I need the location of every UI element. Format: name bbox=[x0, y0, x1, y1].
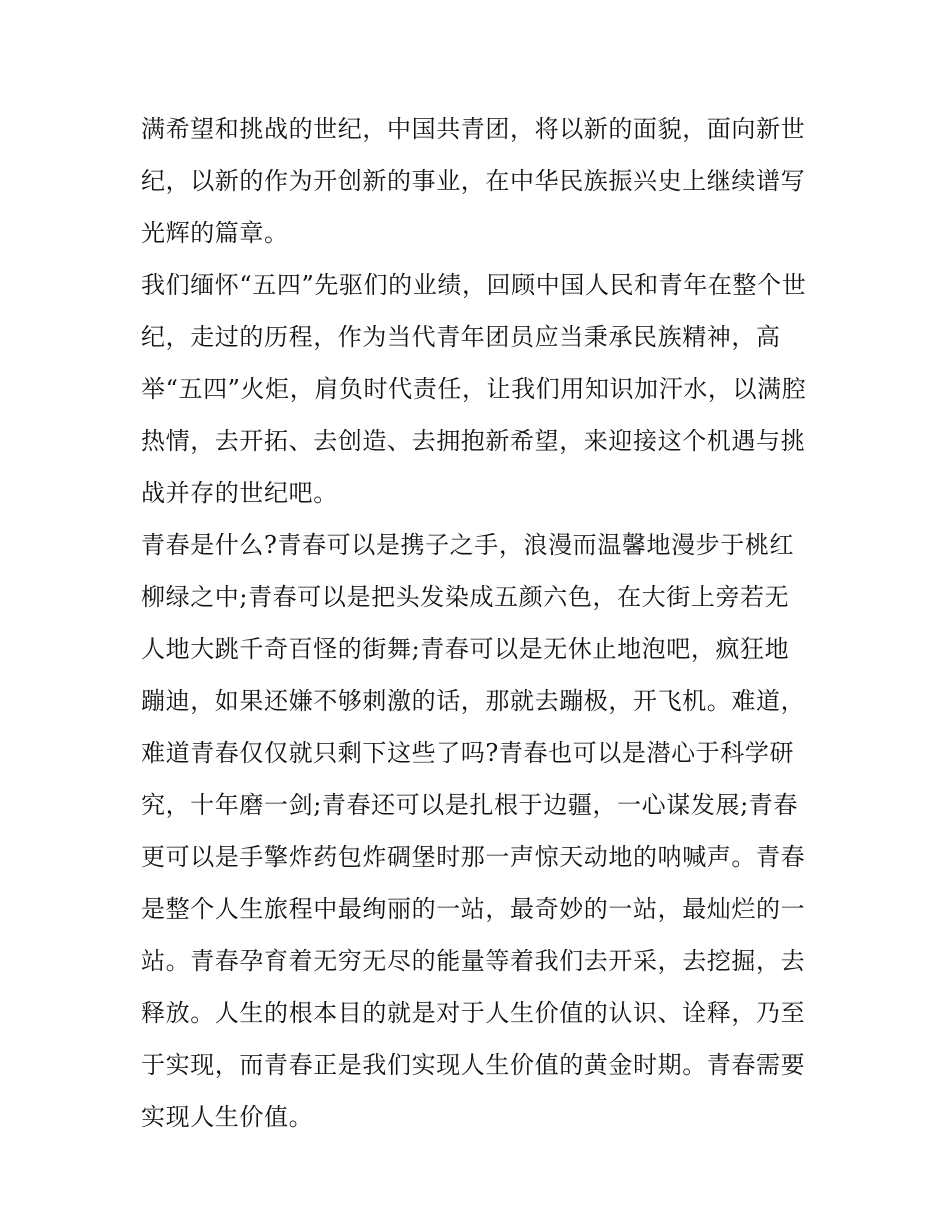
text-line: 纪，走过的历程，作为当代青年团员应当秉承民族精神，高 bbox=[141, 323, 781, 351]
text-line: 人地大跳千奇百怪的街舞;青春可以是无休止地泡吧，疯狂地 bbox=[141, 635, 790, 663]
body-text bbox=[141, 103, 821, 1143]
text-line: 站。青春孕育着无穷无尽的能量等着我们去开采，去挖掘，去 bbox=[141, 947, 806, 975]
text-line: 蹦迪，如果还嫌不够刺激的话，那就去蹦极，开飞机。难道， bbox=[141, 687, 806, 715]
text-line: 青春是什么?青春可以是携子之手，浪漫而温馨地漫步于桃红 bbox=[141, 531, 795, 559]
paragraph-2 bbox=[141, 259, 821, 519]
text-line: 战并存的世纪吧。 bbox=[141, 479, 338, 507]
text-line: 纪，以新的作为开创新的事业，在中华民族振兴史上继续谱写 bbox=[141, 167, 806, 195]
text-line: 满希望和挑战的世纪，中国共青团，将以新的面貌，面向新世 bbox=[141, 115, 806, 143]
text-line: 光辉的篇章。 bbox=[141, 219, 289, 247]
text-line: 究，十年磨一剑;青春还可以是扎根于边疆，一心谋发展;青春 bbox=[141, 791, 798, 819]
text-line: 实现人生价值。 bbox=[141, 1103, 314, 1131]
paragraph-3 bbox=[141, 519, 821, 1143]
paragraph-1 bbox=[141, 103, 821, 259]
text-line: 举“五四”火炬，肩负时代责任，让我们用知识加汗水，以满腔 bbox=[141, 375, 807, 403]
text-line: 柳绿之中;青春可以是把头发染成五颜六色，在大街上旁若无 bbox=[141, 583, 790, 611]
text-line: 我们缅怀“五四”先驱们的业绩，回顾中国人民和青年在整个世 bbox=[141, 271, 807, 299]
text-line: 是整个人生旅程中最绚丽的一站，最奇妙的一站，最灿烂的一 bbox=[141, 895, 806, 923]
text-line: 热情，去开拓、去创造、去拥抱新希望，来迎接这个机遇与挑 bbox=[141, 427, 806, 455]
text-line: 释放。人生的根本目的就是对于人生价值的认识、诠释，乃至 bbox=[141, 999, 806, 1027]
text-line: 更可以是手擎炸药包炸碉堡时那一声惊天动地的呐喊声。青春 bbox=[141, 843, 806, 871]
text-line: 难道青春仅仅就只剩下这些了吗?青春也可以是潜心于科学研 bbox=[141, 739, 795, 767]
text-line: 于实现，而青春正是我们实现人生价值的黄金时期。青春需要 bbox=[141, 1051, 806, 1079]
